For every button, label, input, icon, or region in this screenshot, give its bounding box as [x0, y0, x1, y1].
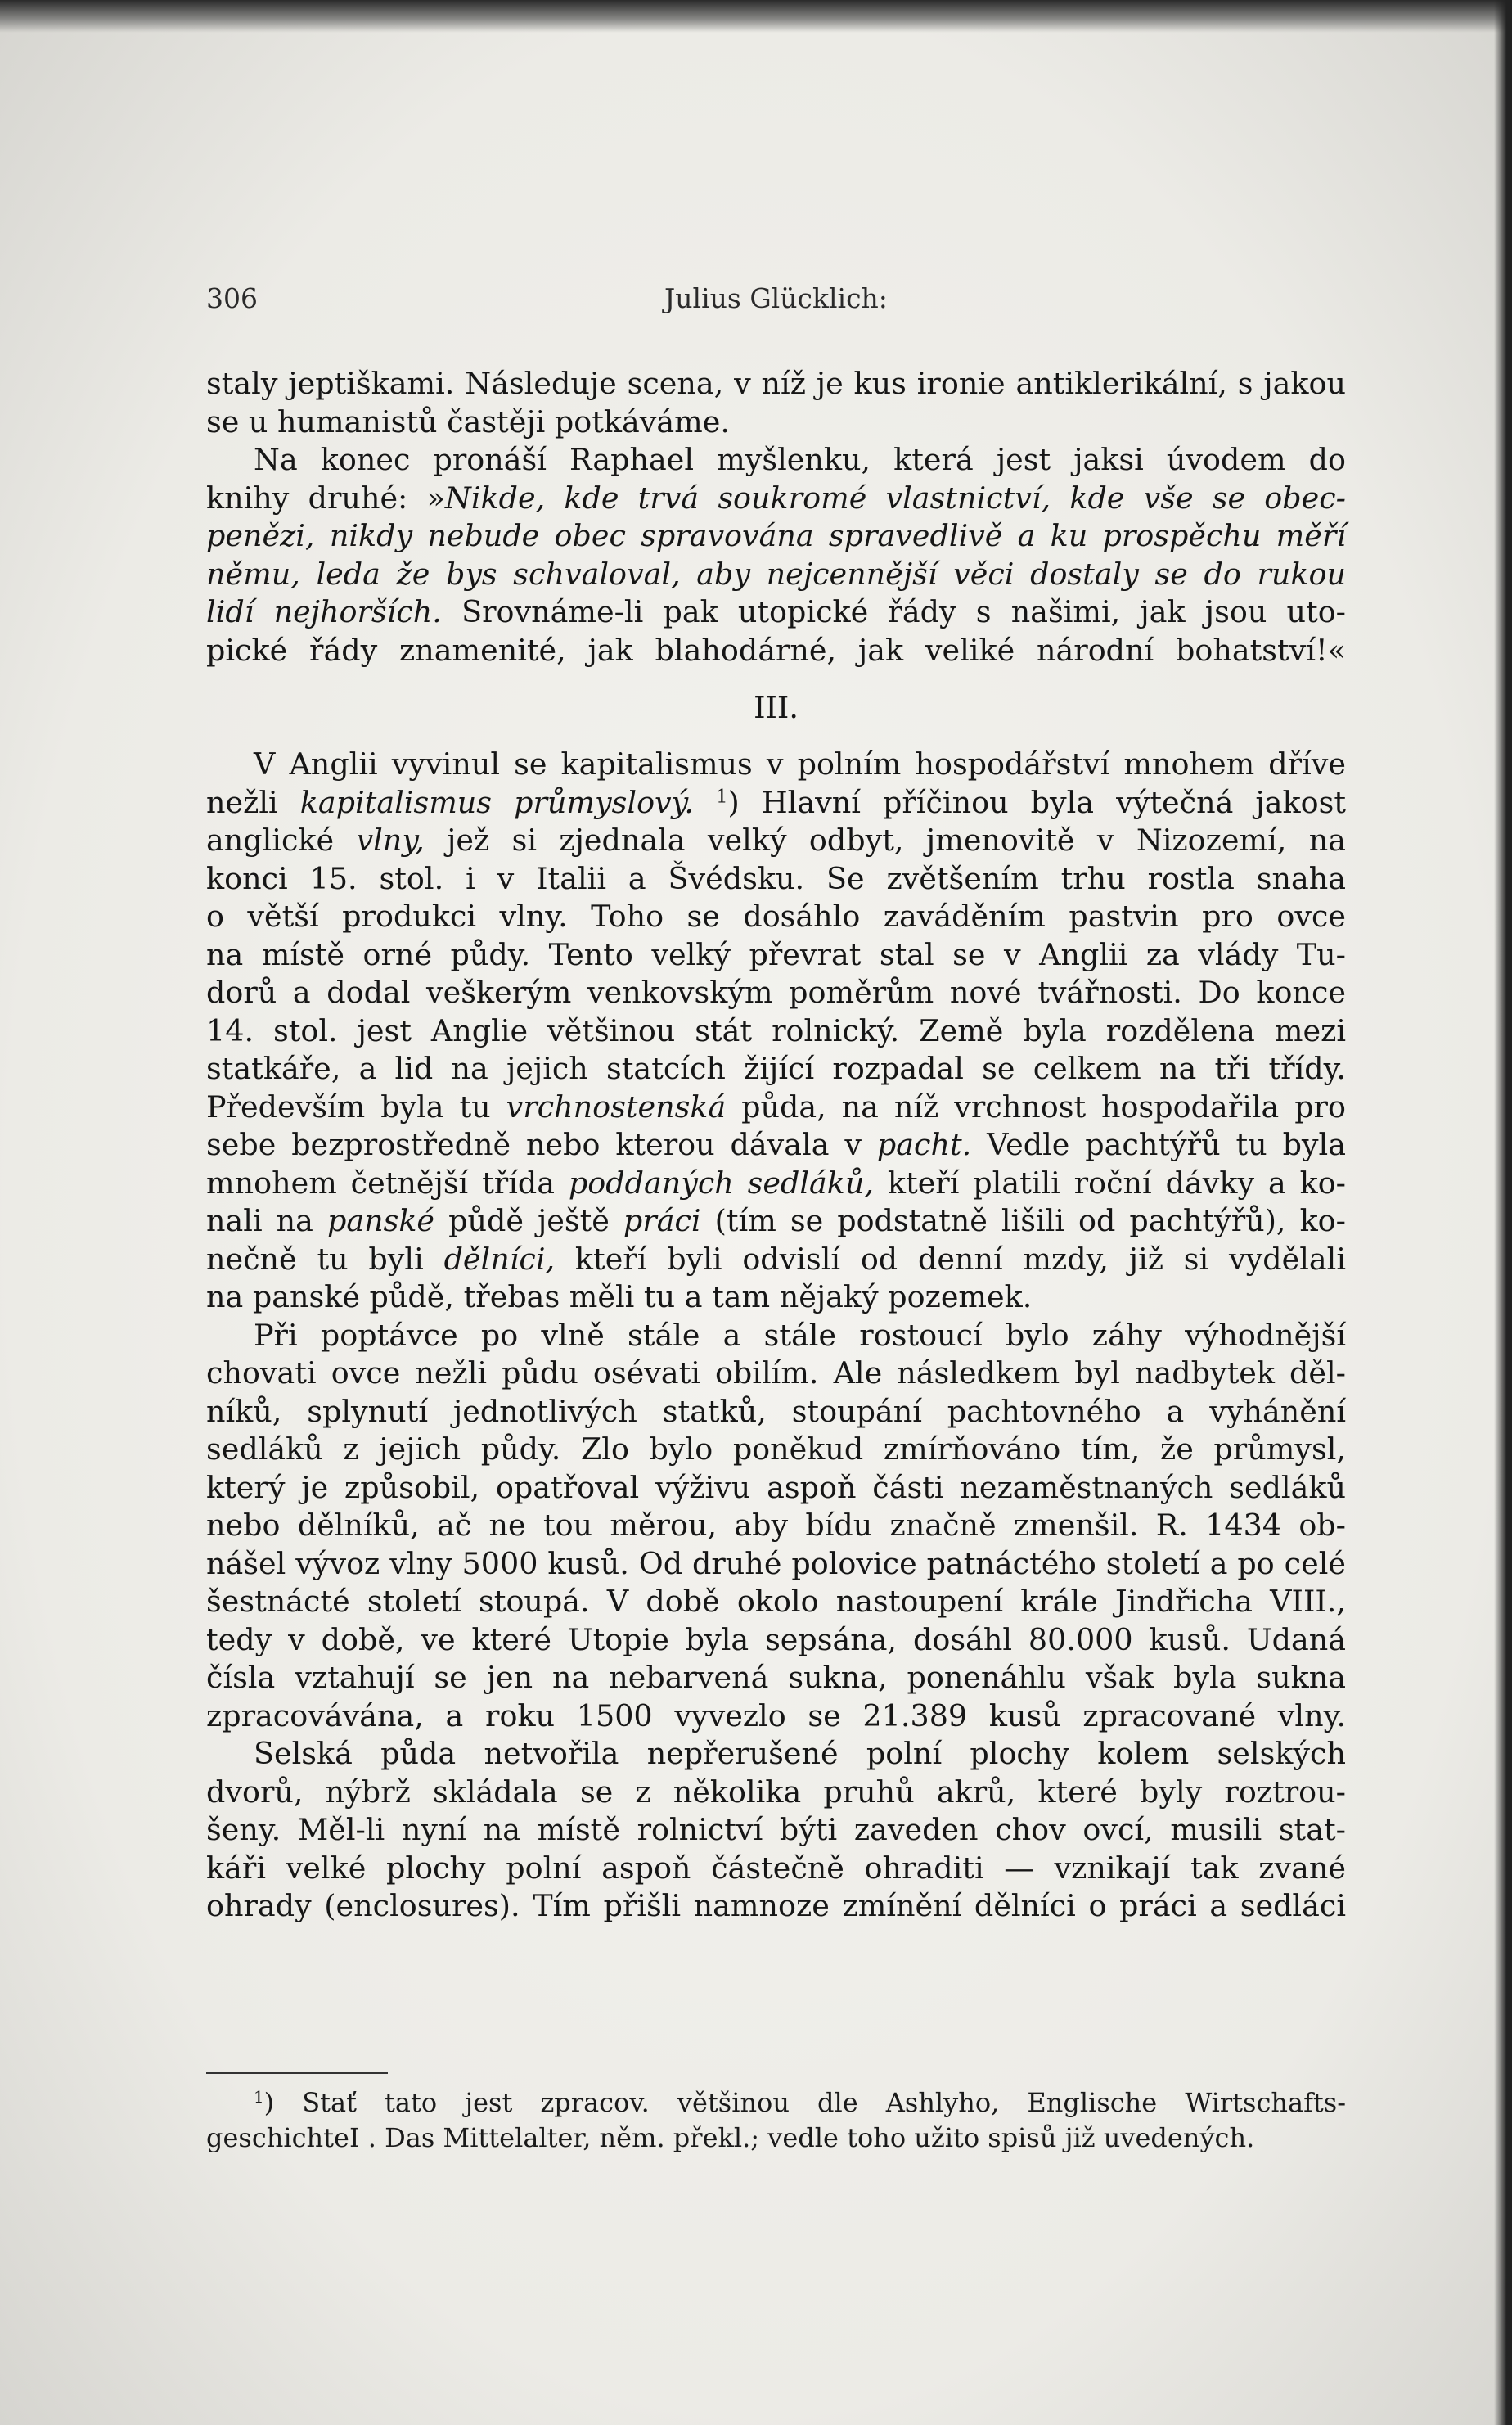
text-line	[206, 593, 1346, 632]
text-span: ) Hlavní příčinou byla výtečná jakost	[727, 784, 1346, 820]
text-line	[206, 1126, 1346, 1165]
italic-term: dělníci,	[443, 1241, 556, 1277]
text-line: níků, splynutí jednotlivých statků, stoupání pachtovného a vyhánění	[206, 1393, 1346, 1429]
scan-right-shadow	[1494, 0, 1512, 2425]
italic-term: pacht.	[876, 1127, 972, 1162]
text-line	[206, 1202, 1346, 1241]
text-line: sedláků z jejich půdy. Zlo bylo poněkud zmírňováno tím, že průmysl,	[206, 1431, 1346, 1467]
text-span: půdě ještě	[434, 1203, 623, 1238]
text-span: nali na	[206, 1203, 327, 1238]
page-number: 306	[206, 282, 258, 314]
text-span: knihy druhé: »	[206, 480, 445, 516]
italic-term: poddaných sedláků,	[568, 1165, 875, 1201]
text-line: pické řády znamenité, jak blahodárné, jak veliké národní bohatství!«	[206, 632, 1346, 668]
text-span: jež si zjednala velký odbyt, jmenovitě v Nizozemí, na	[424, 823, 1346, 858]
text-line: chovati ovce nežli půdu osévati obilím. Ale následkem byl nadbytek děl-	[206, 1355, 1346, 1391]
text-line: konci 15. stol. i v Italii a Švédsku. Se zvětšením trhu rostla snaha	[206, 860, 1346, 896]
italic-quote: Nikde, kde trvá soukromé vlastnictví, kde vše se obec-	[444, 480, 1346, 516]
text-line	[206, 822, 1346, 860]
text-line: nebo dělníků, ač ne tou měrou, aby bídu značně zmenšil. R. 1434 ob-	[206, 1508, 1346, 1543]
text-line: nášel vývoz vlny 5000 kusů. Od druhé polovice patnáctého století a po celé	[206, 1545, 1346, 1581]
text-span: sebe bezprostředně nebo kterou dávala v	[206, 1127, 877, 1162]
text-line: šestnácté století stoupá. V době okolo nastoupení krále Jindřicha VIII.,	[206, 1584, 1346, 1619]
footnote-rule	[206, 2072, 388, 2074]
text-line: statkáře, a lid na jejich statcích žijící rozpadal se celkem na tři třídy.	[206, 1051, 1346, 1086]
text-line: Selská půda netvořila nepřerušené polní plochy kolem selských	[254, 1736, 1346, 1771]
text-line: který je způsobil, opatřoval výživu aspoň části nezaměstnaných sedláků	[206, 1469, 1346, 1505]
italic-term: vrchnostenská	[506, 1089, 727, 1125]
italic-term: vlny,	[356, 823, 425, 858]
text-span: (tím se podstatně lišili od pachtýřů), ko-	[700, 1203, 1346, 1238]
text-line	[206, 480, 1346, 518]
footnote-line	[206, 2085, 1346, 2121]
footnote-line: geschichteI . Das Mittelalter, něm. překl.; vedle toho užito spisů již uvedených.	[206, 2122, 1255, 2153]
text-line: Při poptávce po vlně stále a stále rostoucí bylo záhy výhodnější	[254, 1317, 1346, 1353]
text-line: káři velké plochy polní aspoň částečně ohraditi — vznikají tak zvané	[206, 1850, 1346, 1886]
text-span: půda, na níž vrchnost hospodařila pro	[726, 1089, 1346, 1125]
text-span: nečně tu byli	[206, 1241, 444, 1277]
text-span: mnohem četnější třída	[206, 1165, 569, 1201]
text-line: na místě orné půdy. Tento velký převrat stal se v Anglii za vlády Tu-	[206, 936, 1346, 972]
footnote-text: ) Stať tato jest zpracov. většinou dle Ashlyho, Englische Wirtschafts-	[263, 2087, 1346, 2118]
text-span: Vedle pachtýřů tu byla	[971, 1127, 1346, 1162]
running-title: Julius Glücklich:	[664, 282, 888, 314]
text-span: kteří byli odvislí od denní mzdy, již si vydělali	[555, 1241, 1346, 1277]
text-span: Srovnáme-li pak utopické řády s našimi, jak jsou uto-	[441, 594, 1346, 629]
text-line: na panské půdě, třebas měli tu a tam nějaký pozemek.	[206, 1279, 1033, 1314]
text-span: nežli	[206, 784, 300, 820]
text-line: staly jeptiškami. Následuje scena, v níž je kus ironie antiklerikální, s jakou	[206, 366, 1346, 401]
text-line	[206, 784, 1346, 823]
italic-term: panské	[326, 1203, 435, 1238]
text-line	[206, 1165, 1346, 1203]
text-line: 14. stol. jest Anglie většinou stát rolnický. Země byla rozdělena mezi	[206, 1012, 1346, 1048]
text-span: anglické	[206, 823, 357, 858]
text-line: o větší produkci vlny. Toho se dosáhlo zaváděním pastvin pro ovce	[206, 899, 1346, 934]
italic-quote-line: němu, leda že bys schvaloval, aby nejcennější věci dostaly se do rukou	[206, 556, 1346, 592]
text-line: šeny. Měl-li nyní na místě rolnictví býti zaveden chov ovcí, musili stat-	[206, 1812, 1346, 1847]
italic-term: práci	[623, 1203, 701, 1238]
footnote-ref: 1	[716, 786, 728, 808]
scan-top-shadow	[0, 0, 1512, 33]
italic-term: kapitalismus průmyslový.	[299, 784, 695, 820]
text-line: V Anglii vyvinul se kapitalismus v polním hospodářství mnohem dříve	[254, 746, 1346, 782]
text-line: zpracovávána, a roku 1500 vyvezlo se 21.389 kusů zpracované vlny.	[206, 1697, 1346, 1733]
text-line: se u humanistů častěji potkáváme.	[206, 403, 730, 439]
text-span: kteří platili roční dávky a ko-	[874, 1165, 1347, 1201]
text-line	[206, 1241, 1346, 1279]
running-header	[206, 282, 1346, 323]
text-line: dorů a dodal veškerým venkovským poměrům nové tvářnosti. Do konce	[206, 975, 1346, 1010]
italic-quote-line: penězi, nikdy nebude obec spravována spravedlivě a ku prospěchu měří	[206, 518, 1346, 553]
text-line: dvorů, nýbrž skládala se z několika pruhů akrů, které byly roztrou-	[206, 1774, 1346, 1810]
italic-quote: lidí nejhorších.	[206, 594, 442, 629]
text-line: tedy v době, ve které Utopie byla sepsána, dosáhl 80.000 kusů. Udaná	[206, 1621, 1346, 1657]
text-span: Především byla tu	[206, 1089, 506, 1125]
text-line: Na konec pronáší Raphael myšlenku, která jest jaksi úvodem do	[254, 442, 1346, 477]
text-line: čísla vztahují se jen na nebarvená sukna, ponenáhlu však byla sukna	[206, 1660, 1346, 1695]
text-line	[206, 1089, 1346, 1127]
text-line: ohrady (enclosures). Tím přišli namnoze zmínění dělníci o práci a sedláci	[206, 1888, 1346, 1923]
body-text	[206, 365, 1346, 1926]
footnote-marker: 1	[254, 2088, 264, 2107]
section-heading: III.	[754, 690, 799, 725]
footnote	[206, 2085, 1346, 2156]
